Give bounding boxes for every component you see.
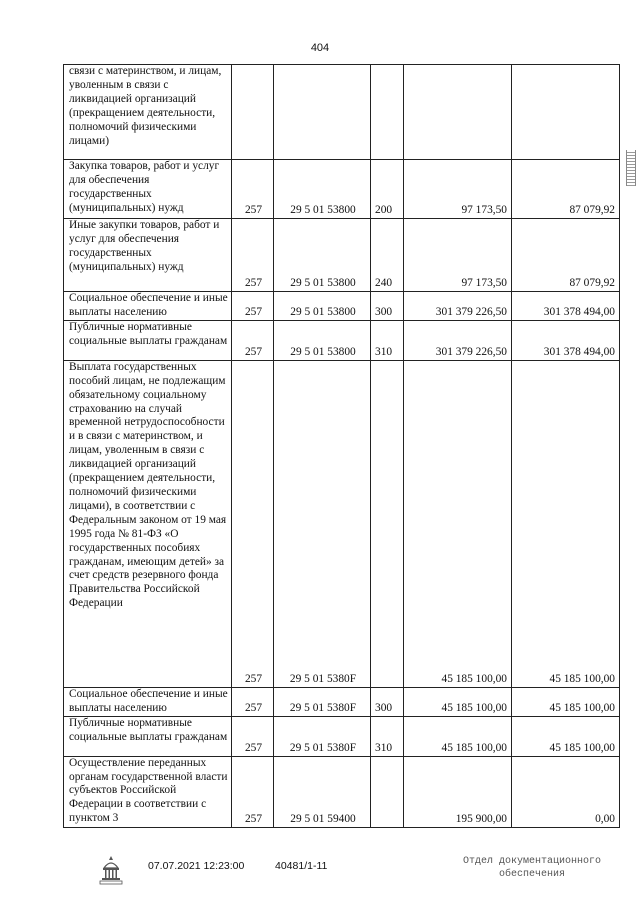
cell-sum-executed bbox=[512, 65, 620, 160]
cell-csr: 29 5 01 5380F bbox=[274, 716, 371, 756]
cell-sum-executed: 0,00 bbox=[512, 756, 620, 827]
cell-vr: 300 bbox=[371, 687, 404, 716]
cell-name: Публичные нормативные социальные выплаты гражданам bbox=[64, 716, 232, 756]
cell-ved: 257 bbox=[232, 360, 274, 687]
cell-csr: 29 5 01 59400 bbox=[274, 756, 371, 827]
binding-marker bbox=[626, 150, 636, 186]
cell-sum-approved: 45 185 100,00 bbox=[404, 360, 512, 687]
cell-ved: 257 bbox=[232, 320, 274, 360]
table-row bbox=[64, 65, 620, 160]
cell-sum-executed: 301 378 494,00 bbox=[512, 292, 620, 321]
cell-vr bbox=[371, 756, 404, 827]
cell-name: Иные закупки товаров, работ и услуг для обеспечения государственных (муниципальных) нужд bbox=[64, 219, 232, 292]
cell-name: связи с материнством, и лицам, уволенным в связи с ликвидацией организаций (прекращением деятельности, полномочий физическими лицами) bbox=[64, 65, 232, 160]
cell-sum-approved: 301 379 226,50 bbox=[404, 320, 512, 360]
table-row bbox=[64, 716, 620, 756]
cell-sum-executed: 87 079,92 bbox=[512, 160, 620, 219]
table-row bbox=[64, 320, 620, 360]
cell-vr: 200 bbox=[371, 160, 404, 219]
cell-csr: 29 5 01 53800 bbox=[274, 320, 371, 360]
registry-logo-icon bbox=[98, 854, 124, 886]
cell-ved: 257 bbox=[232, 716, 274, 756]
cell-ved: 257 bbox=[232, 160, 274, 219]
cell-ved: 257 bbox=[232, 219, 274, 292]
table-body bbox=[64, 65, 620, 828]
cell-sum-approved bbox=[404, 65, 512, 160]
cell-name: Выплата государственных пособий лицам, не подлежащим обязательному социальному страхованию на случай временной нетрудоспособности и в связи с материнством, и лицам, уволенным в связи с ликвидацией организаций (прекращением деятельности, полномочий физическими лицами), в соответствии с Федеральным законом от 19 мая 1995 года № 81-ФЗ «О государственных пособиях гражданам, имеющим детей» за счет средств резервного фонда Правительства Российской Федерации bbox=[64, 360, 232, 687]
cell-name: Осуществление переданных органам государственной власти субъектов Российской Федерации в соответствии с пунктом 3 bbox=[64, 756, 232, 827]
cell-csr bbox=[274, 65, 371, 160]
cell-csr: 29 5 01 5380F bbox=[274, 687, 371, 716]
cell-sum-executed: 301 378 494,00 bbox=[512, 320, 620, 360]
cell-sum-executed: 45 185 100,00 bbox=[512, 687, 620, 716]
cell-csr: 29 5 01 53800 bbox=[274, 219, 371, 292]
table-row bbox=[64, 687, 620, 716]
cell-sum-executed: 87 079,92 bbox=[512, 219, 620, 292]
cell-csr: 29 5 01 53800 bbox=[274, 292, 371, 321]
budget-table bbox=[63, 64, 620, 828]
table-row bbox=[64, 219, 620, 292]
cell-vr: 310 bbox=[371, 716, 404, 756]
cell-ved bbox=[232, 65, 274, 160]
page-number: 404 bbox=[310, 42, 330, 54]
cell-vr: 240 bbox=[371, 219, 404, 292]
cell-ved: 257 bbox=[232, 687, 274, 716]
cell-csr: 29 5 01 5380F bbox=[274, 360, 371, 687]
table-row bbox=[64, 756, 620, 827]
table-row bbox=[64, 292, 620, 321]
cell-name: Социальное обеспечение и иные выплаты населению bbox=[64, 687, 232, 716]
stamp-line-2: обеспечения bbox=[498, 869, 565, 880]
cell-name: Закупка товаров, работ и услуг для обеспечения государственных (муниципальных) нужд bbox=[64, 160, 232, 219]
footer-department-stamp bbox=[452, 855, 612, 881]
footer-date: 07.07.2021 12:23:00 bbox=[148, 860, 245, 872]
cell-sum-approved: 45 185 100,00 bbox=[404, 687, 512, 716]
table-row bbox=[64, 160, 620, 219]
cell-vr bbox=[371, 65, 404, 160]
cell-sum-approved: 301 379 226,50 bbox=[404, 292, 512, 321]
cell-name: Публичные нормативные социальные выплаты гражданам bbox=[64, 320, 232, 360]
table-row bbox=[64, 360, 620, 687]
cell-sum-executed: 45 185 100,00 bbox=[512, 716, 620, 756]
cell-sum-approved: 97 173,50 bbox=[404, 219, 512, 292]
stamp-line-1: Отдел документационного bbox=[462, 856, 602, 867]
cell-vr: 300 bbox=[371, 292, 404, 321]
cell-sum-approved: 97 173,50 bbox=[404, 160, 512, 219]
cell-ved: 257 bbox=[232, 756, 274, 827]
cell-vr: 310 bbox=[371, 320, 404, 360]
cell-csr: 29 5 01 53800 bbox=[274, 160, 371, 219]
cell-name: Социальное обеспечение и иные выплаты населению bbox=[64, 292, 232, 321]
cell-sum-approved: 195 900,00 bbox=[404, 756, 512, 827]
cell-sum-executed: 45 185 100,00 bbox=[512, 360, 620, 687]
footer-document-number: 40481/1-11 bbox=[275, 860, 328, 872]
cell-vr bbox=[371, 360, 404, 687]
cell-ved: 257 bbox=[232, 292, 274, 321]
cell-sum-approved: 45 185 100,00 bbox=[404, 716, 512, 756]
